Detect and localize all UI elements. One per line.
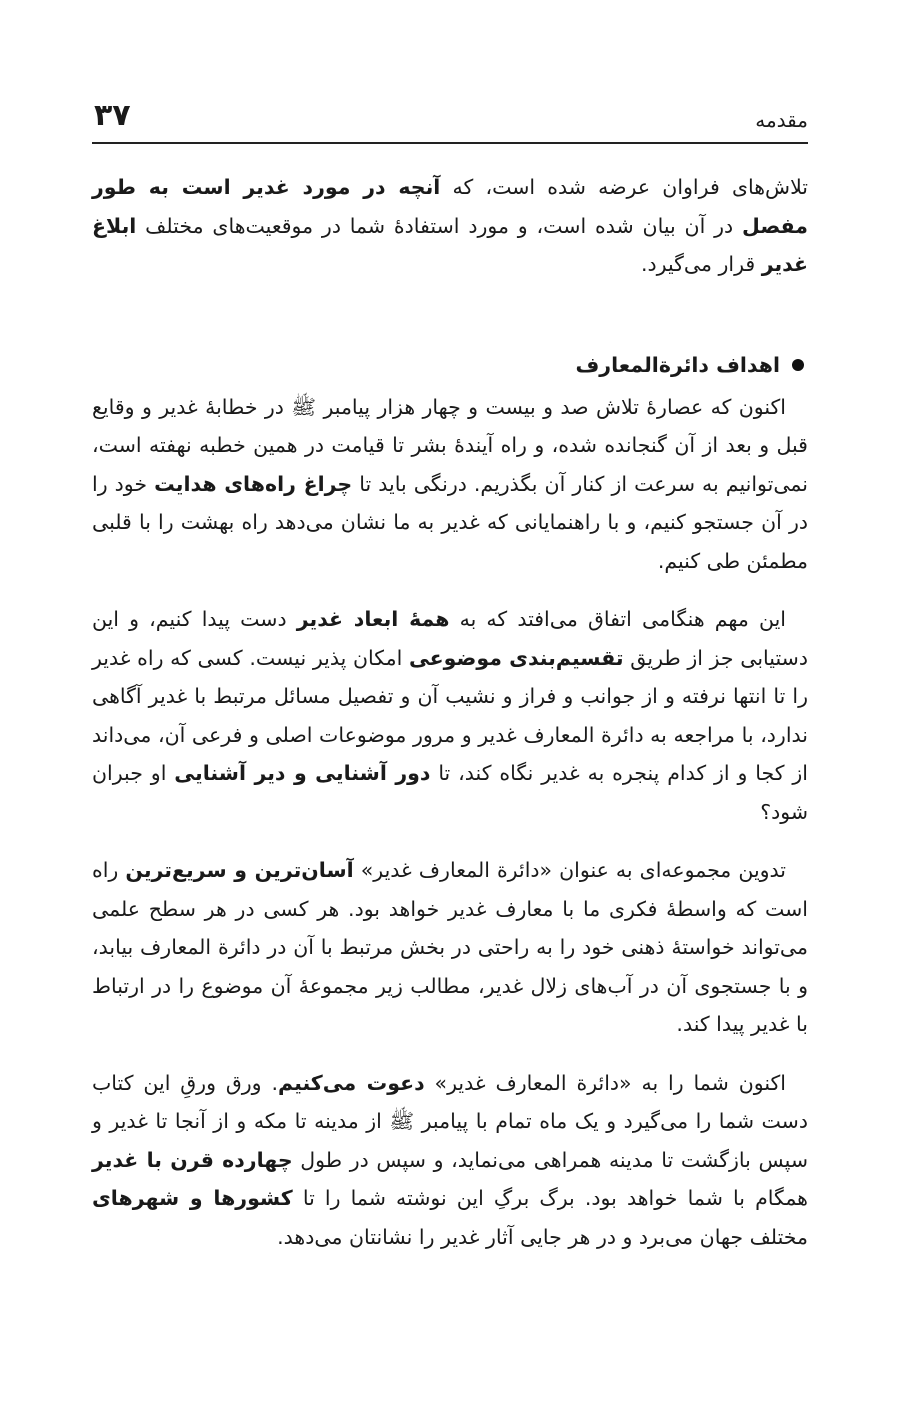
text-run: . ورق ورقِ این کتاب دست شما را می‌گیرد و یک ماه تمام با پیامبر ﷺ از مدینه تا مکه و از آنجا تا غدیر و سپس بازگشت تا مدینه همراهی می‌نماید، و سپس در طول [92,1070,809,1172]
book-page [92,0,808,1410]
paragraph-2 [92,600,808,831]
section-heading-text: اهداف دائرةالمعارف [575,352,780,377]
text-run: مختلف جهان می‌برد و در هر جایی آثار غدیر را نشانتان می‌دهد. [277,1224,808,1249]
running-title: مقدمه [755,108,808,132]
page-number: ۳۷ [94,98,131,133]
text-run: اکنون که عصارۀ تلاش صد و بیست و چهار هزار پیامبر ﷺ در خطابۀ غدیر و وقایع قبل و بعد از آن گنجانده شده، و راه آیندۀ بشر تا قیامت در همین خطبه نهفته است، نمی‌توانیم به سرعت از کنار آن بگذریم. درنگی باید تا [92,394,808,496]
bold-run: کشورها و شهرهای [92,1186,293,1210]
bold-run: همۀ ابعاد غدیر [296,607,450,631]
bold-run: چهارده قرن با غدیر [92,1147,293,1172]
paragraph-3 [92,851,808,1044]
text-run: امکان پذیر نیست. کسی که راه غدیر را تا انتها نرفته و از جوانب و فراز و نشیب آن و تفصیل مسائل مرتبط با غدیر آگاهی ندارد، با مراجعه به دائرة المعارف غدیر و مرور موضوعات اصلی و فرعی آن، می‌داند از کجا و از کدام پنجره به غدیر نگاه کند، تا [92,645,808,785]
bold-run: دور آشنایی و دیر آشنایی [174,761,431,785]
bold-run: ابلاغ غدیر [92,213,808,276]
text-run: اکنون شما را به «دائرة المعارف غدیر» [424,1070,786,1095]
bold-run: آسان‌ترین و سریع‌ترین [125,858,354,882]
text-run: قرار می‌گیرد. [640,252,762,276]
paragraph-1 [92,388,808,581]
bold-run: دعوت می‌کنیم [278,1070,425,1095]
intro-paragraph [92,168,808,284]
bold-run: آنچه در مورد غدیر است به طور مفصل [92,175,808,238]
page-header [92,94,808,144]
text-run: این مهم هنگامی اتفاق می‌افتد که به [449,607,786,631]
text-run: دست پیدا کنیم، و این دستیابی جز از طریق [92,607,808,670]
text-run: در آن بیان شده است، و مورد استفادۀ شما در موقعیت‌های مختلف [136,213,743,238]
bold-run: چراغ راه‌های هدایت [154,471,353,496]
bold-run: تقسیم‌بندی موضوعی [408,645,624,670]
text-run: او جبران شود؟ [92,761,808,824]
paragraph-4 [92,1064,808,1257]
text-run: همگام با شما خواهد بود. برگ برگِ این نوشته شما را تا [292,1186,808,1210]
page-content [92,168,808,1276]
section-heading [92,350,808,380]
text-run: راه است که واسطۀ فکری ما با معارف غدیر خواهد بود. هر کسی در هر سطح علمی می‌تواند خواستۀ ذهنی خود را به راحتی در بخش مرتبط با آن در دائرة المعارف بیابد، و با جستجوی آن در آب‌های زلال غدیر، مطالب زیر مجموعۀ آن موضوع را در ارتباط با غدیر پیدا کند. [92,858,808,1036]
text-run: تلاش‌های فراوان عرضه شده است، که [440,175,809,199]
text-run: خود را در آن جستجو کنیم، و با راهنمایانی که غدیر به ما نشان می‌دهد راه بهشت را با قلبی مطمئن طی کنیم. [92,471,808,573]
text-run: تدوین مجموعه‌ای به عنوان «دائرة المعارف غدیر» [353,858,787,882]
bullet-icon [792,359,804,371]
